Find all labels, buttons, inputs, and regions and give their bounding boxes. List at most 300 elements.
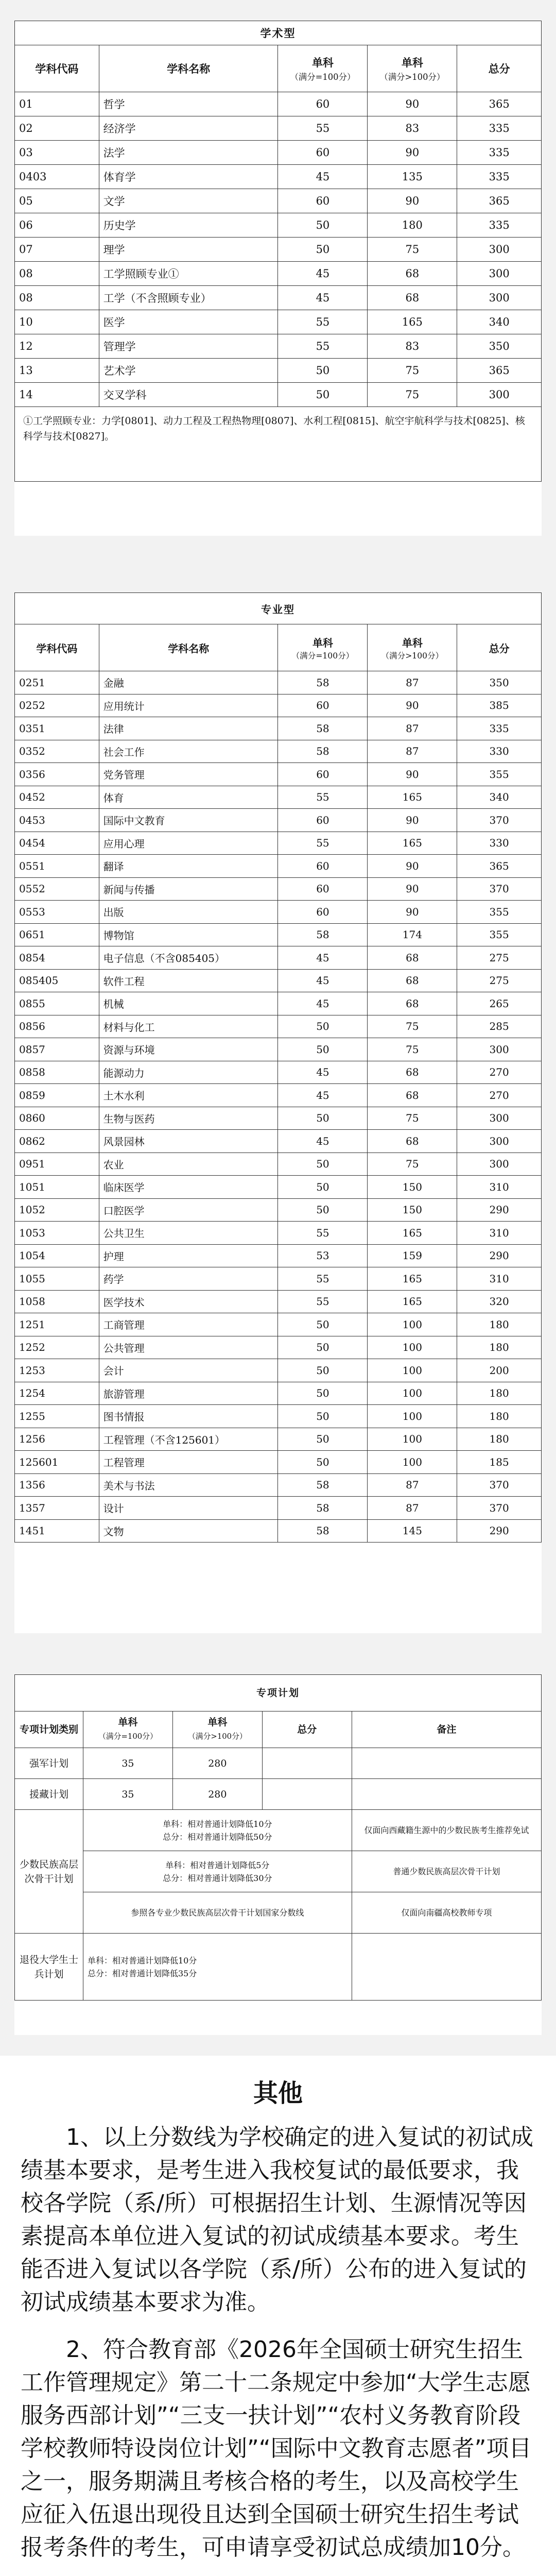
col-single2: 单科 （满分>100分） [368, 45, 457, 92]
col-remark: 备注 [352, 1711, 541, 1748]
table-cell: 50 [278, 1451, 368, 1474]
table-cell: 55 [278, 334, 368, 359]
table-cell: 300 [457, 1107, 542, 1130]
table-cell: 290 [457, 1198, 542, 1222]
table-cell: 55 [278, 1290, 368, 1313]
table-cell: 历史学 [99, 213, 278, 238]
table-cell: 68 [368, 1061, 457, 1084]
table-cell: 165 [368, 1222, 457, 1245]
table-row [15, 694, 542, 717]
table-cell: 50 [278, 1336, 368, 1359]
table-row [15, 1153, 542, 1176]
table-cell: 270 [457, 1084, 542, 1107]
table-cell: 0858 [15, 1061, 99, 1084]
table-cell: 50 [278, 1038, 368, 1061]
table-cell: 1251 [15, 1313, 99, 1336]
table-cell: 300 [457, 238, 542, 262]
table-cell: 体育学 [99, 165, 278, 189]
table-cell: 320 [457, 1290, 542, 1313]
table-cell: 330 [457, 832, 542, 855]
table-cell: 0854 [15, 946, 99, 970]
table-cell: 60 [278, 901, 368, 924]
table-cell: 文物 [99, 1519, 278, 1543]
table-cell: 310 [457, 1176, 542, 1199]
table-cell: 哲学 [99, 92, 278, 116]
table-cell: 60 [278, 694, 368, 717]
table-cell: 出版 [99, 901, 278, 924]
table-cell: 55 [278, 832, 368, 855]
table-cell: 50 [278, 1176, 368, 1199]
academic-table [14, 21, 542, 482]
table-cell: 护理 [99, 1244, 278, 1267]
table-cell: 68 [368, 1084, 457, 1107]
minority-row-2: 单科：相对普通计划降低5分 总分：相对普通计划降低30分 普通少数民族高层次骨干计划 [15, 1851, 542, 1892]
table-cell: 310 [457, 1267, 542, 1291]
table-row [15, 717, 542, 740]
table-row [15, 1244, 542, 1267]
table-row [15, 855, 542, 878]
table-cell: 1053 [15, 1222, 99, 1245]
retired-soldier-row: 退役大学生士兵计划 单科：相对普通计划降低10分 总分：相对普通计划降低35分 [15, 1934, 542, 2001]
special-plan-table [14, 1674, 542, 2001]
table-cell: 90 [368, 855, 457, 878]
table-row [15, 1084, 542, 1107]
table-row [15, 1313, 542, 1336]
table-cell: 生物与医药 [99, 1107, 278, 1130]
table-cell: 08 [15, 286, 99, 310]
table-row [15, 92, 542, 116]
table-cell: 法学 [99, 141, 278, 165]
table-cell: 50 [278, 1382, 368, 1405]
table-cell: 270 [457, 1061, 542, 1084]
table-cell: 87 [368, 740, 457, 763]
table-cell: 100 [368, 1382, 457, 1405]
table-cell: 085405 [15, 969, 99, 992]
table-cell: 68 [368, 969, 457, 992]
table-cell: 290 [457, 1519, 542, 1543]
table-cell: 150 [368, 1198, 457, 1222]
table-cell: 金融 [99, 671, 278, 694]
table-cell: 87 [368, 1497, 457, 1520]
table-cell: 185 [457, 1451, 542, 1474]
table-row [15, 189, 542, 213]
table-row [15, 213, 542, 238]
table-cell: 60 [278, 877, 368, 901]
table-cell: 药学 [99, 1267, 278, 1291]
table-cell: 0860 [15, 1107, 99, 1130]
table-cell: 75 [368, 1153, 457, 1176]
table-cell: 1254 [15, 1382, 99, 1405]
table-row [15, 334, 542, 359]
table-cell: 285 [457, 1015, 542, 1038]
table-cell: 290 [457, 1244, 542, 1267]
table-cell: 50 [278, 1015, 368, 1038]
table-row [15, 1290, 542, 1313]
col-plan: 专项计划类别 [15, 1711, 83, 1748]
table-cell: 50 [278, 1153, 368, 1176]
table-cell: 90 [368, 809, 457, 832]
table-cell: 50 [278, 1198, 368, 1222]
table-cell: 交叉学科 [99, 383, 278, 407]
table-cell: 60 [278, 189, 368, 213]
table-cell: 社会工作 [99, 740, 278, 763]
table-row [15, 1130, 542, 1153]
article-paragraph-1: 1、以上分数线为学校确定的进入复试的初试成绩基本要求，是考生进入我校复试的最低要求，我校各学院（系/所）可根据招生计划、生源情况等因素提高本单位进入复试的初试成绩基本要求。考生能否进入复试以各学院（系/所）公布的进入复试的初试成绩基本要求为准。 [21, 2124, 533, 2315]
table-cell: 87 [368, 717, 457, 740]
table-cell: 50 [278, 1107, 368, 1130]
table-cell: 165 [368, 832, 457, 855]
table-cell: 0352 [15, 740, 99, 763]
table-cell: 350 [457, 671, 542, 694]
table-row [15, 832, 542, 855]
table-cell: 工学照顾专业① [99, 262, 278, 286]
table-cell: 1058 [15, 1290, 99, 1313]
table-row [15, 1359, 542, 1382]
table-cell: 工程管理 [99, 1451, 278, 1474]
table-cell: 应用统计 [99, 694, 278, 717]
table-cell: 125601 [15, 1451, 99, 1474]
table-cell: 1252 [15, 1336, 99, 1359]
table-row [15, 141, 542, 165]
table-cell: 50 [278, 238, 368, 262]
minority-row-1: 少数民族高层次骨干计划 单科：相对普通计划降低10分 总分：相对普通计划降低50分 仅面向西藏籍生源中的少数民族考生推荐免试 [15, 1810, 542, 1851]
table-cell: 68 [368, 286, 457, 310]
table-cell: 45 [278, 1084, 368, 1107]
table-cell: 14 [15, 383, 99, 407]
table-cell: 工商管理 [99, 1313, 278, 1336]
table-cell: 50 [278, 1405, 368, 1428]
table-cell: 90 [368, 141, 457, 165]
table-cell: 53 [278, 1244, 368, 1267]
table-row: 强军计划 35 280 [15, 1748, 542, 1779]
table-row [15, 992, 542, 1015]
table-cell: 翻译 [99, 855, 278, 878]
table-cell: 365 [457, 855, 542, 878]
table-row [15, 1107, 542, 1130]
table-cell: 06 [15, 213, 99, 238]
table-cell: 资源与环境 [99, 1038, 278, 1061]
table-cell: 01 [15, 92, 99, 116]
table-cell: 1051 [15, 1176, 99, 1199]
table-cell: 58 [278, 1473, 368, 1497]
table-row [15, 1405, 542, 1428]
table-cell: 300 [457, 1153, 542, 1176]
table-cell: 法律 [99, 717, 278, 740]
table-cell: 08 [15, 262, 99, 286]
table-cell: 60 [278, 141, 368, 165]
table-cell: 159 [368, 1244, 457, 1267]
table-row [15, 1061, 542, 1084]
table-cell: 58 [278, 740, 368, 763]
table-cell: 理学 [99, 238, 278, 262]
table-cell: 艺术学 [99, 359, 278, 383]
table-cell: 0351 [15, 717, 99, 740]
table-cell: 340 [457, 310, 542, 334]
table-row [15, 763, 542, 786]
table-cell: 165 [368, 310, 457, 334]
table-cell: 90 [368, 92, 457, 116]
col-name: 学科名称 [99, 624, 278, 671]
table-cell: 55 [278, 1267, 368, 1291]
table-cell: 0403 [15, 165, 99, 189]
table-cell: 58 [278, 717, 368, 740]
table-cell: 0252 [15, 694, 99, 717]
table-cell: 国际中文教育 [99, 809, 278, 832]
table-cell: 旅游管理 [99, 1382, 278, 1405]
table-cell: 100 [368, 1451, 457, 1474]
table-cell: 100 [368, 1313, 457, 1336]
col-code: 学科代码 [15, 45, 99, 92]
table-cell: 355 [457, 763, 542, 786]
table-cell: 03 [15, 141, 99, 165]
table-cell: 68 [368, 1130, 457, 1153]
table-cell: 经济学 [99, 116, 278, 141]
table-cell: 90 [368, 694, 457, 717]
table-cell: 50 [278, 213, 368, 238]
table-row [15, 383, 542, 407]
table-cell: 68 [368, 946, 457, 970]
academic-title: 学术型 [15, 21, 542, 45]
col-single1: 单科 （满分=100分） [83, 1711, 172, 1748]
table-cell: 1054 [15, 1244, 99, 1267]
table-row [15, 1038, 542, 1061]
table-cell: 355 [457, 901, 542, 924]
table-cell: 党务管理 [99, 763, 278, 786]
table-cell: 45 [278, 1061, 368, 1084]
table-cell: 能源动力 [99, 1061, 278, 1084]
table-cell: 100 [368, 1428, 457, 1451]
table-cell: 50 [278, 1359, 368, 1382]
table-row [15, 946, 542, 970]
table-row [15, 786, 542, 809]
table-cell: 50 [278, 383, 368, 407]
table-row [15, 969, 542, 992]
table-cell: 1357 [15, 1497, 99, 1520]
table-cell: 370 [457, 877, 542, 901]
table-cell: 0552 [15, 877, 99, 901]
table-cell: 385 [457, 694, 542, 717]
table-cell: 58 [278, 1519, 368, 1543]
special-plan-table-sheet [14, 1674, 542, 2035]
table-cell: 180 [368, 213, 457, 238]
table-row [15, 1428, 542, 1451]
table-cell: 医学技术 [99, 1290, 278, 1313]
table-cell: 200 [457, 1359, 542, 1382]
table-row [15, 901, 542, 924]
table-cell: 0251 [15, 671, 99, 694]
table-cell: 农业 [99, 1153, 278, 1176]
table-cell: 55 [278, 310, 368, 334]
table-row [15, 1015, 542, 1038]
table-cell: 335 [457, 213, 542, 238]
table-cell: 100 [368, 1336, 457, 1359]
table-cell: 45 [278, 262, 368, 286]
table-row [15, 238, 542, 262]
table-row [15, 809, 542, 832]
table-cell: 50 [278, 359, 368, 383]
article-heading: 其他 [253, 2079, 303, 2108]
table-cell: 300 [457, 1038, 542, 1061]
table-cell: 83 [368, 334, 457, 359]
table-cell: 图书情报 [99, 1405, 278, 1428]
table-cell: 45 [278, 165, 368, 189]
table-cell: 公共管理 [99, 1336, 278, 1359]
table-cell: 90 [368, 189, 457, 213]
table-cell: 300 [457, 262, 542, 286]
table-row [15, 286, 542, 310]
table-cell: 135 [368, 165, 457, 189]
table-cell: 临床医学 [99, 1176, 278, 1199]
table-cell: 370 [457, 809, 542, 832]
table-cell: 60 [278, 855, 368, 878]
table-row [15, 1473, 542, 1497]
col-name: 学科名称 [99, 45, 278, 92]
table-cell: 05 [15, 189, 99, 213]
table-row [15, 310, 542, 334]
col-code: 学科代码 [15, 624, 99, 671]
professional-title: 专业型 [15, 593, 542, 624]
table-row: 援藏计划 35 280 [15, 1779, 542, 1810]
professional-table-sheet [14, 592, 542, 1633]
table-cell: 310 [457, 1222, 542, 1245]
table-row [15, 1497, 542, 1520]
table-cell: 180 [457, 1313, 542, 1336]
table-row [15, 923, 542, 946]
table-cell: 180 [457, 1382, 542, 1405]
table-cell: 335 [457, 165, 542, 189]
table-cell: 265 [457, 992, 542, 1015]
col-single1: 单科 （满分=100分） [278, 45, 368, 92]
table-cell: 45 [278, 992, 368, 1015]
table-cell: 55 [278, 1222, 368, 1245]
table-cell: 58 [278, 1497, 368, 1520]
table-cell: 新闻与传播 [99, 877, 278, 901]
table-cell: 1451 [15, 1519, 99, 1543]
table-cell: 350 [457, 334, 542, 359]
table-cell: 365 [457, 189, 542, 213]
table-cell: 会计 [99, 1359, 278, 1382]
table-cell: 75 [368, 359, 457, 383]
table-cell: 0454 [15, 832, 99, 855]
table-cell: 管理学 [99, 334, 278, 359]
table-cell: 1052 [15, 1198, 99, 1222]
table-cell: 博物馆 [99, 923, 278, 946]
table-cell: 1255 [15, 1405, 99, 1428]
table-cell: 材料与化工 [99, 1015, 278, 1038]
table-cell: 0951 [15, 1153, 99, 1176]
table-row [15, 740, 542, 763]
table-cell: 87 [368, 1473, 457, 1497]
table-cell: 335 [457, 717, 542, 740]
table-cell: 75 [368, 1015, 457, 1038]
table-row [15, 1382, 542, 1405]
table-cell: 60 [278, 809, 368, 832]
table-cell: 165 [368, 1267, 457, 1291]
table-cell: 应用心理 [99, 832, 278, 855]
col-total: 总分 [457, 45, 542, 92]
table-cell: 174 [368, 923, 457, 946]
table-cell: 90 [368, 877, 457, 901]
table-cell: 0651 [15, 923, 99, 946]
table-cell: 300 [457, 1130, 542, 1153]
table-cell: 275 [457, 946, 542, 970]
table-cell: 60 [278, 763, 368, 786]
table-row [15, 1267, 542, 1291]
table-row [15, 671, 542, 694]
table-cell: 1253 [15, 1359, 99, 1382]
table-cell: 83 [368, 116, 457, 141]
table-cell: 180 [457, 1405, 542, 1428]
table-cell: 55 [278, 116, 368, 141]
table-cell: 工程管理（不含125601） [99, 1428, 278, 1451]
academic-note: ①工学照顾专业：力学[0801]、动力工程及工程热物理[0807]、水利工程[0815]、航空宇航科学与技术[0825]、核科学与技术[0827]。 [15, 407, 542, 482]
table-cell: 100 [368, 1359, 457, 1382]
table-cell: 145 [368, 1519, 457, 1543]
table-cell: 45 [278, 969, 368, 992]
academic-table-sheet [14, 21, 542, 536]
col-single2: 单科 （满分>100分） [172, 1711, 262, 1748]
table-cell: 0551 [15, 855, 99, 878]
table-cell: 0862 [15, 1130, 99, 1153]
table-cell: 335 [457, 116, 542, 141]
table-cell: 300 [457, 286, 542, 310]
table-cell: 355 [457, 923, 542, 946]
table-row [15, 165, 542, 189]
table-cell: 0857 [15, 1038, 99, 1061]
table-cell: 体育 [99, 786, 278, 809]
table-cell: 0859 [15, 1084, 99, 1107]
table-cell: 330 [457, 740, 542, 763]
table-cell: 文学 [99, 189, 278, 213]
col-single2: 单科 （满分>100分） [368, 624, 457, 671]
table-cell: 340 [457, 786, 542, 809]
table-row [15, 359, 542, 383]
col-single1: 单科 （满分=100分） [278, 624, 368, 671]
table-cell: 90 [368, 763, 457, 786]
table-cell: 165 [368, 1290, 457, 1313]
col-total: 总分 [457, 624, 542, 671]
article-paragraph-2: 2、符合教育部《2026年全国硕士研究生招生工作管理规定》第二十二条规定中参加“大学生志愿服务西部计划”“三支一扶计划”“农村义务教育阶段学校教师特设岗位计划”“国际中文教育志愿者”项目之一，服务期满且考核合格的考生，以及高校学生应征入伍退出现役且达到全国硕士研究生招生考试报考条件的考生，可申请享受初试总成绩加10分。 [21, 2336, 532, 2561]
table-cell: 150 [368, 1176, 457, 1199]
table-cell: 180 [457, 1336, 542, 1359]
table-cell: 370 [457, 1473, 542, 1497]
table-row [15, 1451, 542, 1474]
table-cell: 68 [368, 262, 457, 286]
table-cell: 0356 [15, 763, 99, 786]
table-cell: 工学（不含照顾专业） [99, 286, 278, 310]
table-row [15, 1176, 542, 1199]
table-cell: 75 [368, 238, 457, 262]
table-cell: 45 [278, 946, 368, 970]
table-row [15, 116, 542, 141]
table-cell: 87 [368, 671, 457, 694]
table-cell: 50 [278, 1428, 368, 1451]
table-cell: 75 [368, 1107, 457, 1130]
table-cell: 0453 [15, 809, 99, 832]
table-row [15, 1222, 542, 1245]
table-row [15, 1336, 542, 1359]
table-cell: 10 [15, 310, 99, 334]
table-cell: 180 [457, 1428, 542, 1451]
table-cell: 100 [368, 1405, 457, 1428]
table-cell: 0452 [15, 786, 99, 809]
table-row [15, 262, 542, 286]
table-cell: 医学 [99, 310, 278, 334]
table-cell: 13 [15, 359, 99, 383]
table-cell: 电子信息（不含085405） [99, 946, 278, 970]
table-cell: 1256 [15, 1428, 99, 1451]
table-cell: 275 [457, 969, 542, 992]
